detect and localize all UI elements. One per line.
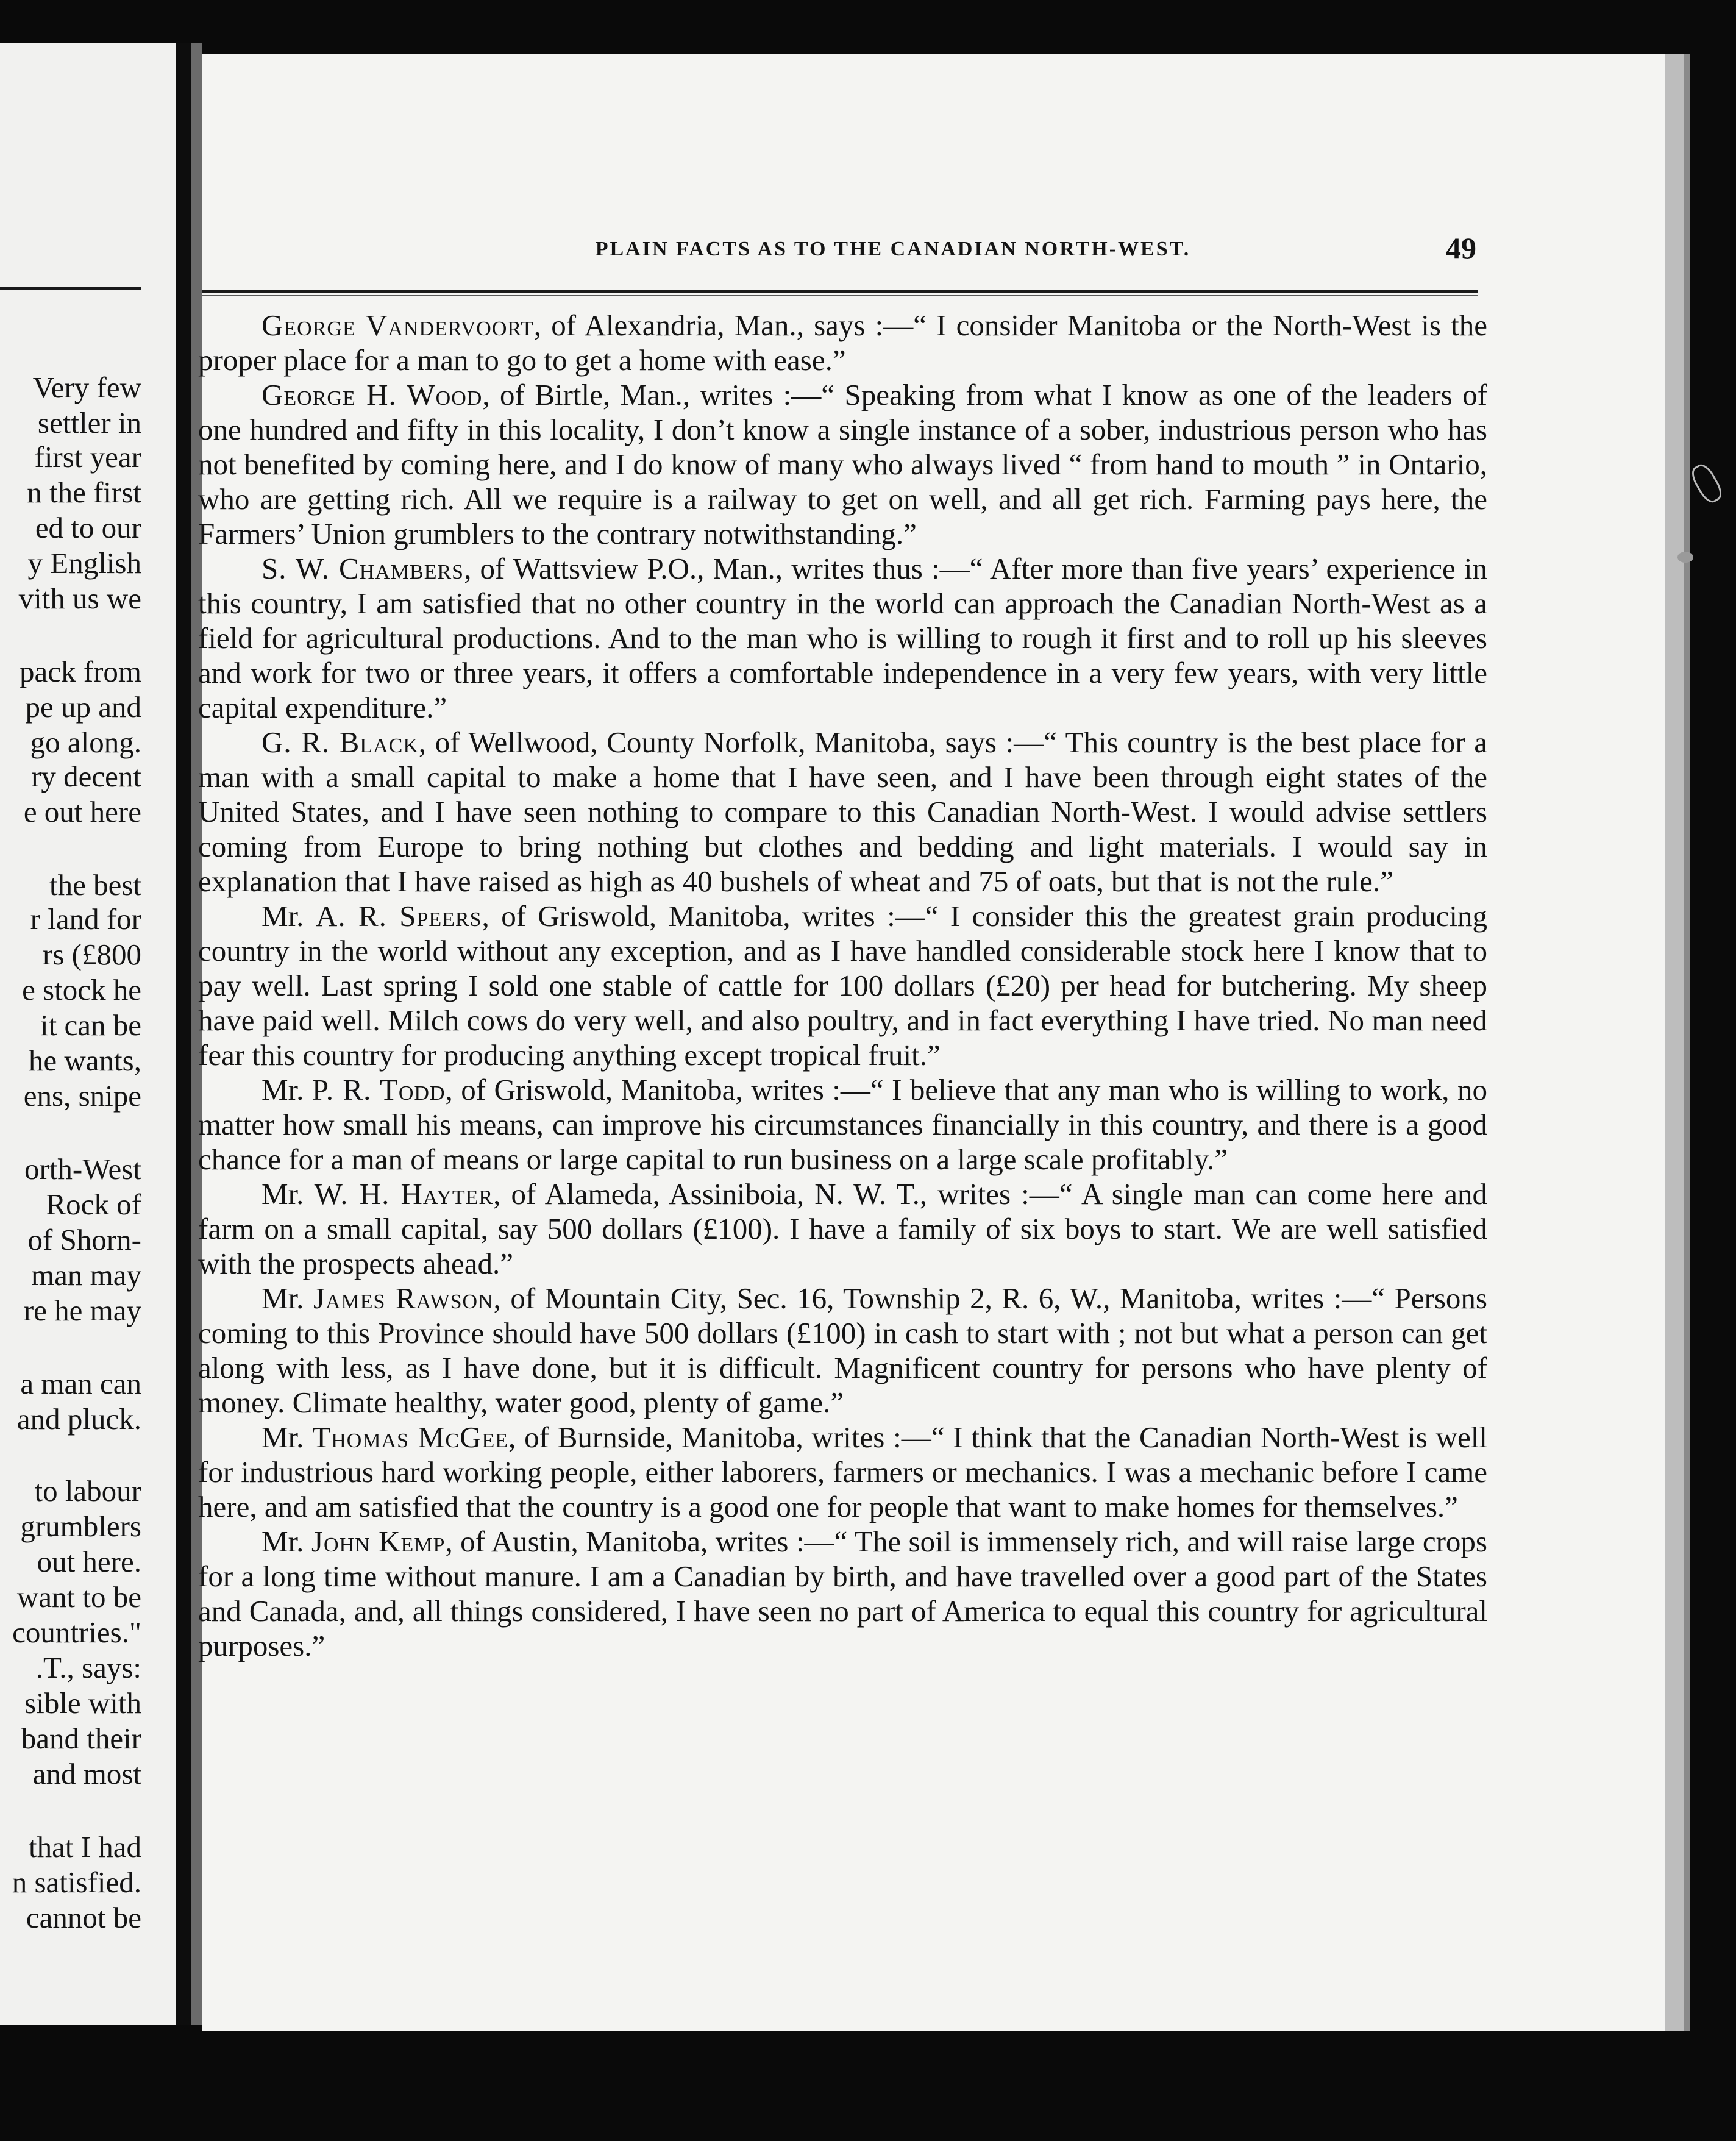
testimonial-prefix: Mr. — [261, 1281, 313, 1315]
page-number: 49 — [1446, 231, 1476, 265]
testimonial-text: , of Alameda, Assiniboia, N. W. T., writes :—“ A single man can come here and farm on a small capital, say 500 dollars (£100). I have a family of six boys to start. We are well satisfied with the prospects ahead.” — [198, 1177, 1488, 1280]
previous-page-line: cannot be — [26, 1901, 141, 1934]
previous-page-line: and most — [32, 1757, 141, 1790]
testimonial-paragraph — [198, 1524, 1487, 1663]
testimonial-prefix: Mr. — [261, 1177, 315, 1211]
testimonial-paragraph — [198, 1177, 1487, 1281]
previous-page-fragment — [0, 43, 176, 2025]
previous-page-line: that I had — [28, 1830, 141, 1864]
previous-page-line: to labour — [34, 1474, 141, 1508]
book-gutter — [176, 43, 191, 2025]
previous-page-line: y English — [27, 546, 141, 580]
testimonial-paragraph — [198, 1072, 1487, 1177]
testimonial-paragraph — [198, 899, 1487, 1072]
previous-page-line: n satisfied. — [12, 1865, 141, 1899]
testimonial-text: , of Birtle, Man., writes :—“ Speaking from what I know as one of the leaders of one hundred and fifty in this locality, I don’t know a single instance of a sober, industrious person who has not benefited by coming here, and I do know of many who always lived “ from hand to mouth ” in Ontario, who are getting rich. All we require is a railway to get on well, and all get rich. Farming pays here, the Farmers’ Union grumblers to the contrary notwithstanding.” — [198, 378, 1487, 550]
testimonial-paragraph — [198, 551, 1487, 725]
previous-page-line: out here. — [37, 1545, 141, 1578]
previous-page-line: e stock he — [22, 973, 141, 1006]
previous-page-line: grumblers — [20, 1509, 141, 1543]
previous-page-line: e out here — [23, 795, 141, 828]
testimonial-name: A. R. Speers — [315, 899, 482, 933]
testimonial-name: James Rawson — [313, 1281, 494, 1315]
previous-page-line: r land for — [30, 902, 141, 936]
testimonial-name: George Vandervoort — [261, 308, 534, 342]
previous-page-line: sible with — [24, 1686, 141, 1720]
testimonial-name: W. H. Hayter — [314, 1177, 494, 1211]
previous-page-rule — [0, 287, 141, 290]
testimonial-name: S. W. Chambers — [261, 552, 464, 585]
previous-page-line: it can be — [40, 1008, 141, 1042]
testimonial-paragraph — [198, 1420, 1487, 1524]
previous-page-line: a man can — [20, 1367, 141, 1400]
previous-page-line: Rock of — [46, 1188, 141, 1221]
testimonial-text: , of Mountain City, Sec. 16, Township 2, R. 6, W., Manitoba, writes :—“ Persons coming to this Province should have 500 dollars (£100) in cash to start with ; not but what a person can get along with less, as I have done, but it is difficult. Magnificent country for persons who have plenty of money. Climate healthy, water good, plenty of game.” — [198, 1281, 1487, 1419]
previous-page-line: first year — [34, 440, 141, 474]
previous-page-line: re he may — [23, 1294, 141, 1327]
running-head: PLAIN FACTS AS TO THE CANADIAN NORTH-WEST. — [595, 238, 1191, 260]
testimonial-text: , of Austin, Manitoba, writes :—“ The soil is immensely rich, and will raise large crops for a long time without manure. I am a Canadian by birth, and have travelled over a good part of the States and Canada, and, all things considered, I have seen no part of America to equal this country for agricultural purposes.” — [198, 1525, 1488, 1662]
previous-page-line: .T., says: — [35, 1651, 141, 1684]
testimonial-prefix: Mr. — [261, 1525, 311, 1558]
testimonial-name: P. R. Todd — [311, 1073, 446, 1106]
page-edge-shadow — [1684, 54, 1690, 2031]
previous-page-line: countries." — [12, 1616, 141, 1649]
previous-page-line: vith us we — [18, 582, 141, 615]
testimonial-prefix: Mr. — [261, 1073, 312, 1106]
previous-page-line: pe up and — [25, 690, 141, 724]
scan-mark — [1677, 552, 1693, 563]
testimonial-text: , of Griswold, Manitoba, writes :—“ I consider this the greatest grain producing country in the world without any exception, and as I have handled considerable stock here I know that to pay well. Last spring I sold one stable of cattle for 100 dollars (£20) per head for butchering. My sheep have paid well. Milch cows do very well, and also poultry, and in fact everything I have tried. No man need fear this country for producing anything except tropical fruit.” — [198, 899, 1487, 1072]
testimonials-body — [198, 308, 1487, 1663]
previous-page-line: settler in — [37, 406, 141, 440]
header-rule — [202, 290, 1478, 293]
header-rule-thin — [202, 295, 1478, 296]
previous-page-line: ens, snipe — [23, 1079, 141, 1113]
testimonial-text: , of Wellwood, County Norfolk, Manitoba, says :—“ This country is the best place for a man with a small capital to make a home that I have seen, and I have been through eight states of the United States, and I have seen nothing to compare to this Canadian North-West. I would advise settlers coming from Europe to bring nothing but clothes and bedding and light materials. I would say in explanation that I have raised as high as 40 bushels of wheat and 75 of oats, but that is not the rule.” — [198, 725, 1487, 898]
testimonial-paragraph — [198, 308, 1487, 377]
previous-page-line: ry decent — [31, 760, 141, 793]
testimonial-prefix: Mr. — [261, 899, 316, 933]
testimonial-text: , of Wattsview P.O., Man., writes thus :—“ After more than five years’ experience in this country, I am satisfied that no other country in the world can approach the Canadian North-West as a field for agricultural productions. And to the man who is willing to rough it first and to roll up his sleeves and work for two or three years, it offers a comfortable independence in a very few years, with very little capital expenditure.” — [198, 552, 1488, 724]
testimonial-name: George H. Wood — [261, 378, 483, 411]
previous-page-line: and pluck. — [16, 1402, 141, 1436]
previous-page-line: Very few — [32, 371, 141, 404]
previous-page-line: he wants, — [28, 1044, 141, 1077]
previous-page-line: rs (£800 — [43, 938, 141, 971]
testimonial-text: , of Griswold, Manitoba, writes :—“ I believe that any man who is willing to work, no matter how small his means, can improve his circumstances financially in this country, and there is a good chance for a man of means or large capital to run business on a large scale profitably.” — [198, 1073, 1487, 1176]
testimonial-paragraph — [198, 725, 1487, 899]
previous-page-line: orth-West — [24, 1152, 141, 1186]
testimonial-paragraph — [198, 377, 1487, 551]
previous-page-line: ed to our — [35, 511, 141, 544]
previous-page-line: man may — [31, 1258, 141, 1292]
previous-page-line: the best — [49, 868, 141, 902]
previous-page-line: of Shorn- — [27, 1223, 141, 1256]
page-edge — [1665, 54, 1684, 2031]
previous-page-line: go along. — [30, 725, 141, 759]
previous-page-line: want to be — [16, 1580, 141, 1614]
previous-page-line: band their — [21, 1722, 141, 1755]
testimonial-name: John Kemp — [311, 1525, 446, 1558]
testimonial-text: , of Alexandria, Man., says :—“ I consider Manitoba or the North-West is the proper place for a man to go to get a home with ease.” — [198, 308, 1487, 377]
testimonial-name: G. R. Black — [261, 725, 419, 759]
testimonial-text: , of Burnside, Manitoba, writes :—“ I think that the Canadian North-West is well for industrious hard working people, either laborers, farmers or mechanics. I was a mechanic before I came here, and am satisfied that the country is a good one for people that want to make homes for themselves.” — [198, 1420, 1488, 1523]
testimonial-paragraph — [198, 1281, 1487, 1420]
previous-page-line: pack from — [20, 655, 141, 688]
testimonial-name: Thomas McGee — [312, 1420, 508, 1454]
previous-page-line: n the first — [27, 476, 141, 509]
testimonial-prefix: Mr. — [261, 1420, 313, 1454]
